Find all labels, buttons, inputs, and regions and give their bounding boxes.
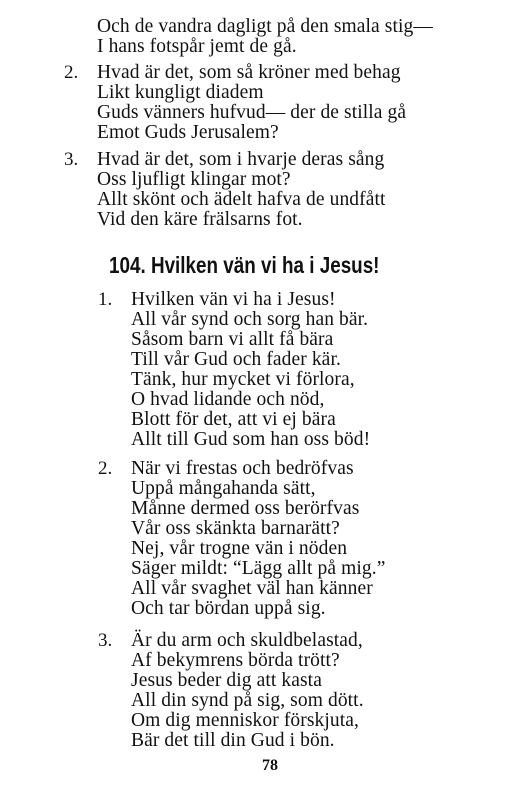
stanza-number: 2. [98, 458, 113, 479]
stanza-line: Såsom barn vi allt få bära [131, 329, 334, 350]
stanza-line: Tänk, hur mycket vi förlora, [131, 369, 355, 390]
stanza-line: Vår oss skänkta barnarätt? [131, 518, 340, 539]
stanza-number: 1. [98, 289, 113, 310]
stanza-line: Om dig menniskor förskjuta, [131, 710, 360, 731]
stanza-line: Likt kungligt diadem [97, 82, 264, 103]
stanza-line: Och de vandra dagligt på den smala stig— [97, 16, 433, 37]
stanza-line: Jesus beder dig att kasta [131, 670, 322, 691]
stanza-line: När vi frestas och bedröfvas [131, 458, 354, 479]
stanza-line: Vid den käre frälsarns fot. [97, 209, 303, 230]
stanza-line: All vår synd och sorg han bär. [131, 309, 369, 330]
stanza-line: Hvad är det, som i hvarje deras sång [97, 149, 385, 170]
stanza-line: Månne dermed oss berörfvas [131, 498, 360, 519]
stanza-line: All vår svaghet väl han känner [131, 578, 373, 599]
stanza-line: Guds vänners hufvud— der de stilla gå [97, 102, 407, 123]
stanza-line: Nej, vår trogne vän i nöden [131, 538, 348, 559]
stanza-line: Allt till Gud som han oss böd! [131, 429, 371, 450]
stanza-line: Oss ljufligt klingar mot? [97, 169, 291, 190]
stanza-number: 3. [64, 149, 79, 170]
stanza-line: Säger mildt: “Lägg allt på mig.” [131, 558, 386, 579]
stanza-line: Hvilken vän vi ha i Jesus! [131, 289, 336, 310]
hymn-title: 104. Hvilken vän vi ha i Jesus! [109, 252, 380, 278]
stanza-line: Till vår Gud och fader kär. [131, 349, 341, 370]
stanza-line: I hans fotspår jemt de gå. [97, 36, 297, 57]
stanza-line: O hvad lidande och nöd, [131, 389, 325, 410]
stanza-line: Blott för det, att vi ej bära [131, 409, 336, 430]
stanza-line: Hvad är det, som så kröner med behag [97, 62, 401, 83]
stanza-line: Allt skönt och ädelt hafva de undfått [97, 189, 386, 210]
stanza-line: Är du arm och skuldbelastad, [131, 630, 363, 651]
stanza-line: All din synd på sig, som dött. [131, 690, 364, 711]
stanza-line: Uppå mångahanda sätt, [131, 478, 316, 499]
stanza-number: 2. [64, 62, 79, 83]
stanza-line: Och tar bördan uppå sig. [131, 598, 326, 619]
stanza-line: Emot Guds Jerusalem? [97, 122, 279, 143]
stanza-number: 3. [98, 630, 113, 651]
stanza-line: Af bekymrens börda trött? [131, 650, 340, 671]
stanza-line: Bär det till din Gud i bön. [131, 730, 335, 751]
page-number: 78 [262, 757, 278, 774]
